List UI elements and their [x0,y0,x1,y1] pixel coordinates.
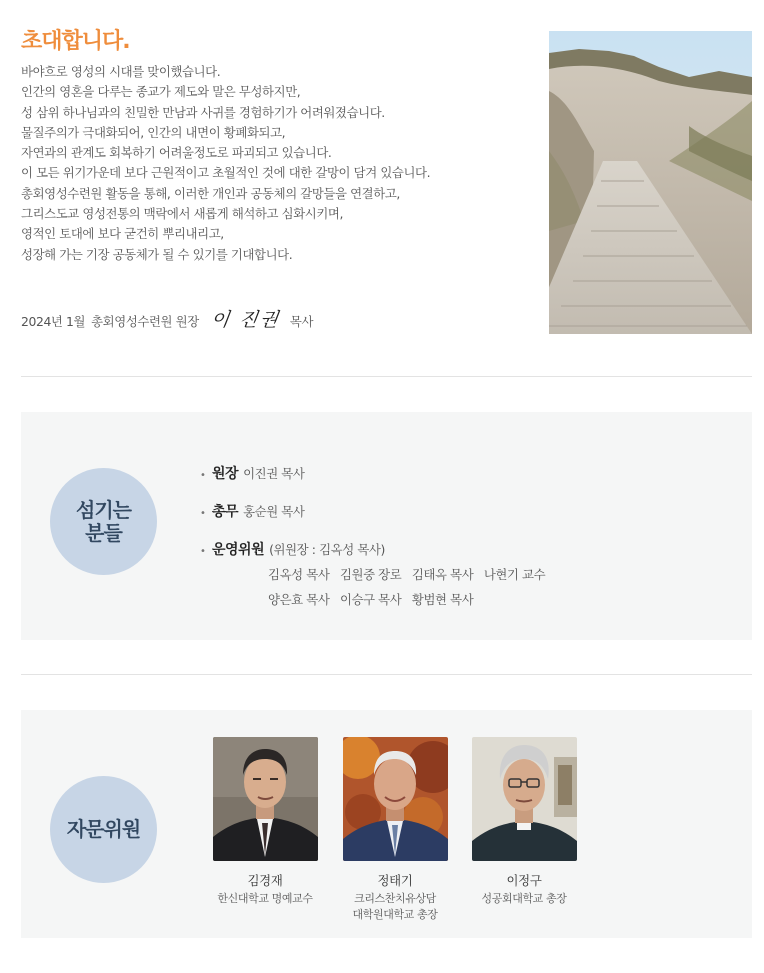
section-divider [21,376,752,377]
advisor-affiliation: 대학원대학교 총장 [352,908,438,921]
invite-title: 초대합니다. [21,29,130,54]
committee-member: 양은효 목사 [268,592,330,607]
advisor-name: 이정구 [506,873,542,888]
committee-member: 김옥성 목사 [268,567,330,582]
committee-members-row [268,565,552,583]
advisor-portrait-photo [213,737,318,861]
invitation-letter [21,62,521,265]
staff-circle-line1: 섬기는 [76,497,131,522]
letter-line: 이 모든 위기가운데 보다 근원적이고 초월적인 것에 대한 갈망이 담겨 있습니다. [21,165,431,181]
bullet-icon: • [200,508,206,519]
letter-line: 자연과의 관계도 회복하기 어려울정도로 파괴되고 있습니다. [21,145,332,161]
advisor-affiliation: 한신대학교 명예교수 [217,892,313,905]
section-divider [21,674,752,675]
letter-line: 물질주의가 극대화되어, 인간의 내면이 황폐화되고, [21,124,286,140]
committee-member: 김원중 장로 [339,567,402,582]
staff-circle-line2: 분들 [85,520,122,545]
role-label: 총무 [212,504,239,520]
advisor-affiliation: 크리스찬치유상담 [354,892,436,905]
boardwalk-dunes-photo [549,31,752,334]
committee-member: 이승구 목사 [339,592,402,607]
advisor-portrait-photo [472,737,577,861]
committee-chair: (위원장 : 김옥성 목사) [269,542,385,557]
person-name: 홍순원 목사 [243,504,305,519]
role-label: 원장 [212,466,239,482]
committee-member: 나현기 교수 [483,567,546,582]
committee-member: 황범현 목사 [411,592,474,607]
advisor-card [335,737,455,923]
letter-line: 영적인 토대에 보다 굳건히 뿌리내리고, [21,226,224,242]
letter-line: 바야흐로 영성의 시대를 맞이했습니다. [21,64,221,79]
letter-line: 성장해 가는 기장 공동체가 될 수 있기를 기대합니다. [21,246,293,262]
advisor-affiliation: 성공회대학교 총장 [481,892,567,905]
advisor-card [464,737,584,907]
letter-line: 총회영성수련원 활동을 통해, 이러한 개인과 공동체의 갈망들을 연결하고, [21,185,400,201]
advisors-circle-label [50,776,157,883]
bullet-icon: • [200,470,206,481]
advisor-portrait-photo [343,737,448,861]
role-label: 운영위원 [212,542,265,558]
committee-members-row [268,590,480,608]
letter-line: 그리스도교 영성전통의 맥락에서 새롭게 해석하고 심화시키며, [21,206,344,222]
staff-committee [200,539,385,559]
signature-date: 2024년 1월 [21,313,86,329]
staff-director [200,463,304,483]
signature-line [21,307,313,334]
committee-member: 김태옥 목사 [411,567,474,582]
letter-line: 인간의 영혼을 다루는 종교가 제도와 말은 무성하지만, [21,84,301,100]
advisor-name: 정태기 [377,873,413,888]
bullet-icon: • [200,546,206,557]
advisor-card [205,737,325,907]
advisor-name: 김경재 [247,873,283,888]
person-name: 이진권 목사 [243,466,305,481]
staff-secretary [200,501,304,521]
staff-circle-label [50,468,157,575]
letter-line: 성 삼위 하나님과의 친밀한 만남과 사귀를 경험하기가 어려워졌습니다. [21,104,385,120]
handwritten-signature: 이 진권 [209,309,282,331]
advisors-circle-text: 자문위원 [66,817,141,841]
signature-honorific: 목사 [289,313,314,329]
signature-org-title: 총회영성수련원 원장 [91,313,199,329]
